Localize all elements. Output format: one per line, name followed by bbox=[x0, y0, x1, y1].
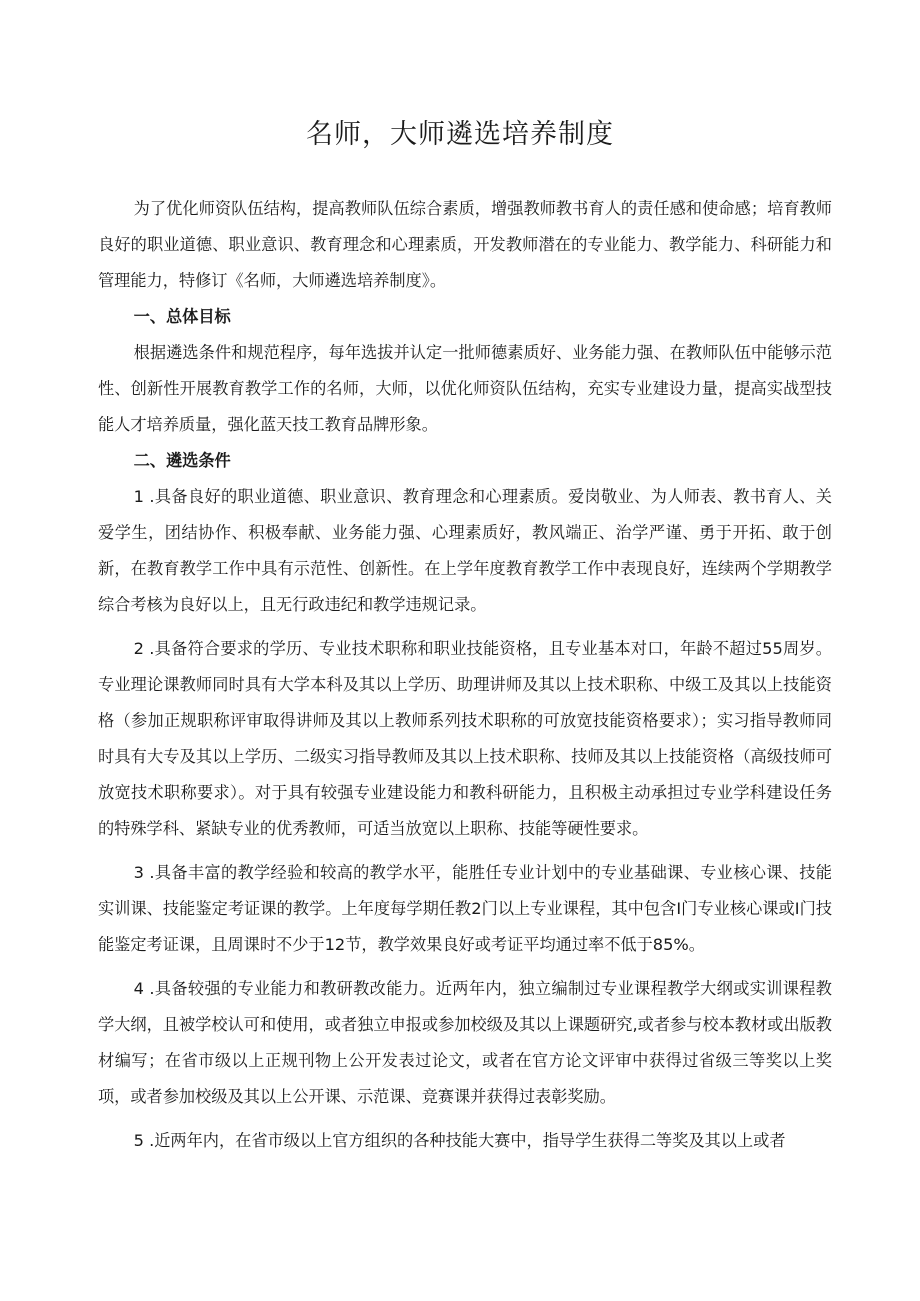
criteria-item-4: 4 .具备较强的专业能力和教研教改能力。近两年内，独立编制过专业课程教学大纲或实训课程教学大纲，且被学校认可和使用，或者独立申报或参加校级及其以上课题研究,或者参与校本教材或出版教材编写；在省市级以上正规刊物上公开发表过论文，或者在官方论文评审中获得过省级三等奖以上奖项，或者参加校级及其以上公开课、示范课、竞赛课并获得过表彰奖励。 bbox=[98, 979, 832, 1106]
criteria-item-2: 2 .具备符合要求的学历、专业技术职称和职业技能资格，且专业基本对口，年龄不超过55周岁。专业理论课教师同时具有大学本科及其以上学历、助理讲师及其以上技术职称、中级工及其以上技能资格（参加正规职称评审取得讲师及其以上教师系列技术职称的可放宽技能资格要求）；实习指导教师同时具有大专及其以上学历、二级实习指导教师及其以上技术职称、技师及其以上技能资格（高级技师可放宽技术职称要求）。对于具有较强专业建设能力和教科研能力，且积极主动承担过专业学科建设任务的特殊学科、紧缺专业的优秀教师，可适当放宽以上职称、技能等硬性要求。 bbox=[98, 639, 832, 838]
overall-goal-paragraph: 根据遴选条件和规范程序，每年选拔并认定一批师德素质好、业务能力强、在教师队伍中能够示范性、创新性开展教育教学工作的名师，大师，以优化师资队伍结构，充实专业建设力量，提高实战型技能人才培养质量，强化蓝天技工教育品牌形象。 bbox=[98, 343, 832, 434]
document-body bbox=[98, 191, 832, 1159]
criteria-item-5: 5 .近两年内，在省市级以上官方组织的各种技能大赛中，指导学生获得二等奖及其以上或者 bbox=[133, 1131, 786, 1150]
criteria-item-3: 3 .具备丰富的教学经验和较高的教学水平，能胜任专业计划中的专业基础课、专业核心课、技能实训课、技能鉴定考证课的教学。上年度每学期任教2门以上专业课程，其中包含I门专业核心课或I门技能鉴定考证课，且周课时不少于12节，教学效果良好或考证平均通过率不低于85%。 bbox=[98, 863, 832, 954]
section-heading-selection-criteria: 二、遴选条件 bbox=[133, 451, 231, 470]
page-title: 名师，大师遴选培养制度 bbox=[306, 119, 614, 150]
intro-paragraph: 为了优化师资队伍结构，提高教师队伍综合素质，增强教师教书育人的责任感和使命感；培育教师良好的职业道德、职业意识、教育理念和心理素质，开发教师潜在的专业能力、教学能力、科研能力和管理能力，特修订《名师，大师遴选培养制度》。 bbox=[98, 199, 832, 290]
criteria-item-1: 1 .具备良好的职业道德、职业意识、教育理念和心理素质。爱岗敬业、为人师表、教书育人、关爱学生，团结协作、积极奉献、业务能力强、心理素质好，教风端正、治学严谨、勇于开拓、敢于创新，在教育教学工作中具有示范性、创新性。在上学年度教育教学工作中表现良好，连续两个学期教学综合考核为良好以上，且无行政违纪和教学违规记录。 bbox=[98, 487, 832, 614]
section-heading-overall-goal: 一、总体目标 bbox=[133, 307, 231, 326]
